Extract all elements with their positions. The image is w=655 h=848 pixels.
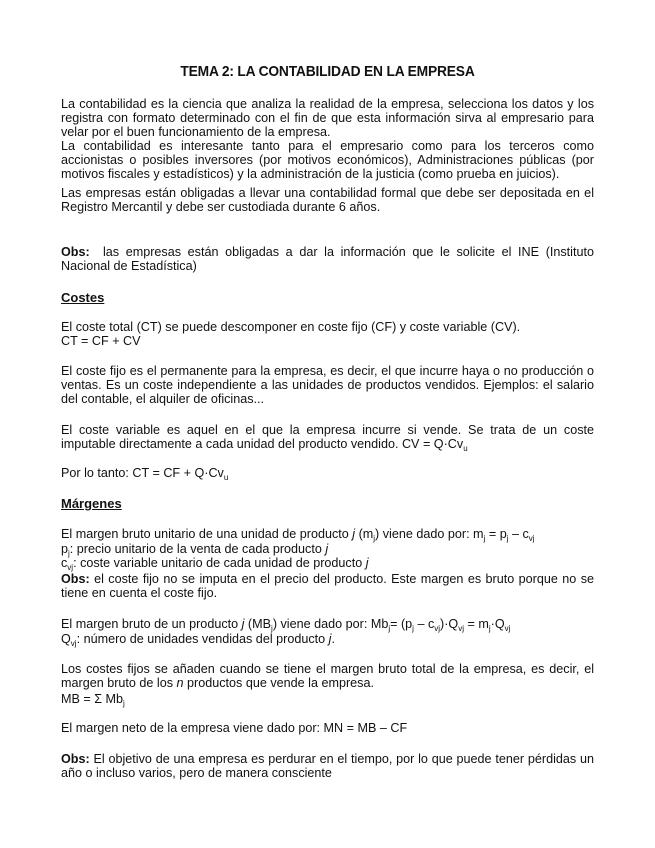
obs-objetivo-paragraph: Obs: El objetivo de una empresa es perdurar en el tiempo, por lo que puede tener pérdidas un año o incluso varios, pero de manera consciente [61,752,594,780]
margen-neto-line: El margen neto de la empresa viene dado por: MN = MB – CF [61,721,408,735]
pj-definition: $p_j$: precio unitario de la venta de cada producto j [61,542,329,558]
qvj-definition: $Q_{vj}$: número de unidades vendidas del producto j. [61,632,335,648]
cvj-definition: $c_{vj}$: coste variable unitario de cada unidad de producto j [61,556,369,572]
costes-formula: CT = CF + CV [61,334,141,348]
margen-bruto-producto-line: El margen bruto de un producto j $(MB_j)$ viene dado por: $Mb_j= (p_j - c_{vj})\cdot Q_{vj} = m_j\cdot Q_{vj}$ [61,617,511,633]
costes-fijos-paragraph: Los costes fijos se añaden cuando se tiene el margen bruto total de la empresa, es decir, el margen bruto de los n productos que vende la empresa. [61,662,594,690]
obs-coste-fijo-paragraph: Obs: el coste fijo no se imputa en el precio del producto. Este margen es bruto porque no se tiene en cuenta el coste fijo. [61,572,594,600]
por-lo-tanto-formula: Por lo tanto: CT = CF + $Q\cdot Cv_u$ [61,466,229,482]
obs-text: las empresas están obligadas a dar la información que le solicite el INE (Instituto Nacional de Estadística) [61,245,594,273]
section-heading-costes: Costes [61,290,105,305]
coste-fijo-paragraph: El coste fijo es el permanente para la empresa, es decir, el que incurre haya o no producción o ventas. Es un coste independiente a las unidades de productos vendidos. Ejemplos: el salario del contable, el alquiler de oficinas... [61,364,594,406]
mb-sum-formula: MB = Σ $Mb_j$ [61,692,125,708]
costes-line-1: El coste total (CT) se puede descomponer en coste fijo (CF) y coste variable (CV). [61,320,521,334]
intro-paragraph-3: Las empresas están obligadas a llevar una contabilidad formal que debe ser depositada en el Registro Mercantil y debe ser custodiada durante 6 años. [61,186,594,214]
page-title: TEMA 2: LA CONTABILIDAD EN LA EMPRESA [180,63,475,80]
intro-paragraph-2: La contabilidad es interesante tanto para el empresario como para los terceros como accionistas o posibles inversores (por motivos económicos), Administraciones públicas (por motivos fiscales y estadísticos) y la administración de la justicia (como prueba en juicios). [61,139,594,181]
coste-variable-paragraph: El coste variable es aquel en el que la empresa incurre si vende. Se trata de un coste imputable directamente a cada unidad del producto vendido. CV = $Q\cdot Cv_u$ [61,423,594,453]
margen-bruto-unitario-line: El margen bruto unitario de una unidad de producto j $(m_j)$ viene dado por: $m_j = p_j - c_{vj}$ [61,527,535,543]
obs-label: Obs: [61,245,90,259]
section-heading-margenes: Márgenes [61,496,122,511]
obs-ine-paragraph [61,245,594,273]
intro-paragraph-1: La contabilidad es la ciencia que analiza la realidad de la empresa, selecciona los datos y los registra con formato determinado con el fin de que esta información sirva al empresario para velar por el buen funcionamiento de la empresa. [61,97,594,139]
